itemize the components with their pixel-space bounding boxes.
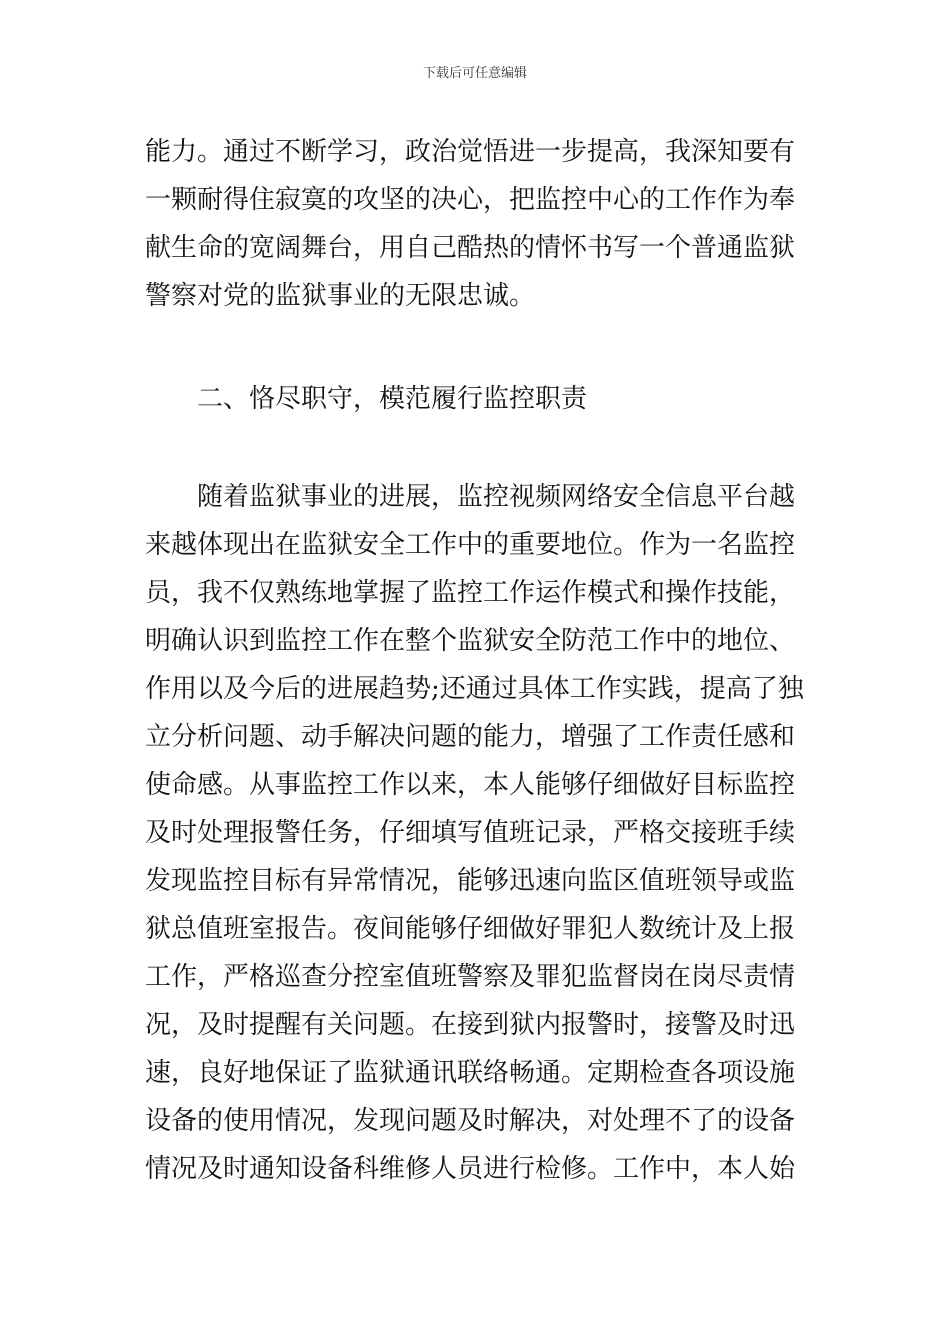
text-line: 况，及时提醒有关问题。在接到狱内报警时，接警及时迅 [145,1010,796,1040]
text-line: 工作，严格巡查分控室值班警察及罪犯监督岗在岗尽责情 [145,962,796,992]
text-line: 设备的使用情况，发现问题及时解决，对处理不了的设备 [145,1106,796,1136]
text-line: 发现监控目标有异常情况，能够迅速向监区值班领导或监 [145,866,796,896]
text-line: 作用以及今后的进展趋势;还通过具体工作实践，提高了独 [145,674,804,704]
text-line: 立分析问题、动手解决问题的能力，增强了工作责任感和 [145,722,796,752]
text-line: 明确认识到监控工作在整个监狱安全防范工作中的地位、 [145,626,796,656]
section-heading: 二、恪尽职守，模范履行监控职责 [197,384,588,414]
text-line: 速，良好地保证了监狱通讯联络畅通。定期检查各项设施 [145,1058,796,1088]
text-line: 狱总值班室报告。夜间能够仔细做好罪犯人数统计及上报 [145,914,796,944]
text-line: 能力。通过不断学习，政治觉悟进一步提高，我深知要有 [145,137,796,167]
text-line: 员，我不仅熟练地掌握了监控工作运作模式和操作技能， [145,578,796,608]
text-line: 使命感。从事监控工作以来，本人能够仔细做好目标监控 [145,770,796,800]
text-line: 及时处理报警任务，仔细填写值班记录，严格交接班手续 [145,818,796,848]
page-header: 下载后可任意编辑 [422,66,527,81]
text-line: 献生命的宽阔舞台，用自己酷热的情怀书写一个普通监狱 [145,233,796,263]
text-line: 来越体现出在监狱安全工作中的重要地位。作为一名监控 [145,530,796,560]
text-line: 一颗耐得住寂寞的攻坚的决心，把监控中心的工作作为奉 [145,185,796,215]
text-line: 警察对党的监狱事业的无限忠诚。 [145,281,536,311]
text-line: 情况及时通知设备科维修人员进行检修。工作中，本人始 [145,1154,796,1184]
text-line: 随着监狱事业的进展，监控视频网络安全信息平台越 [197,482,796,512]
